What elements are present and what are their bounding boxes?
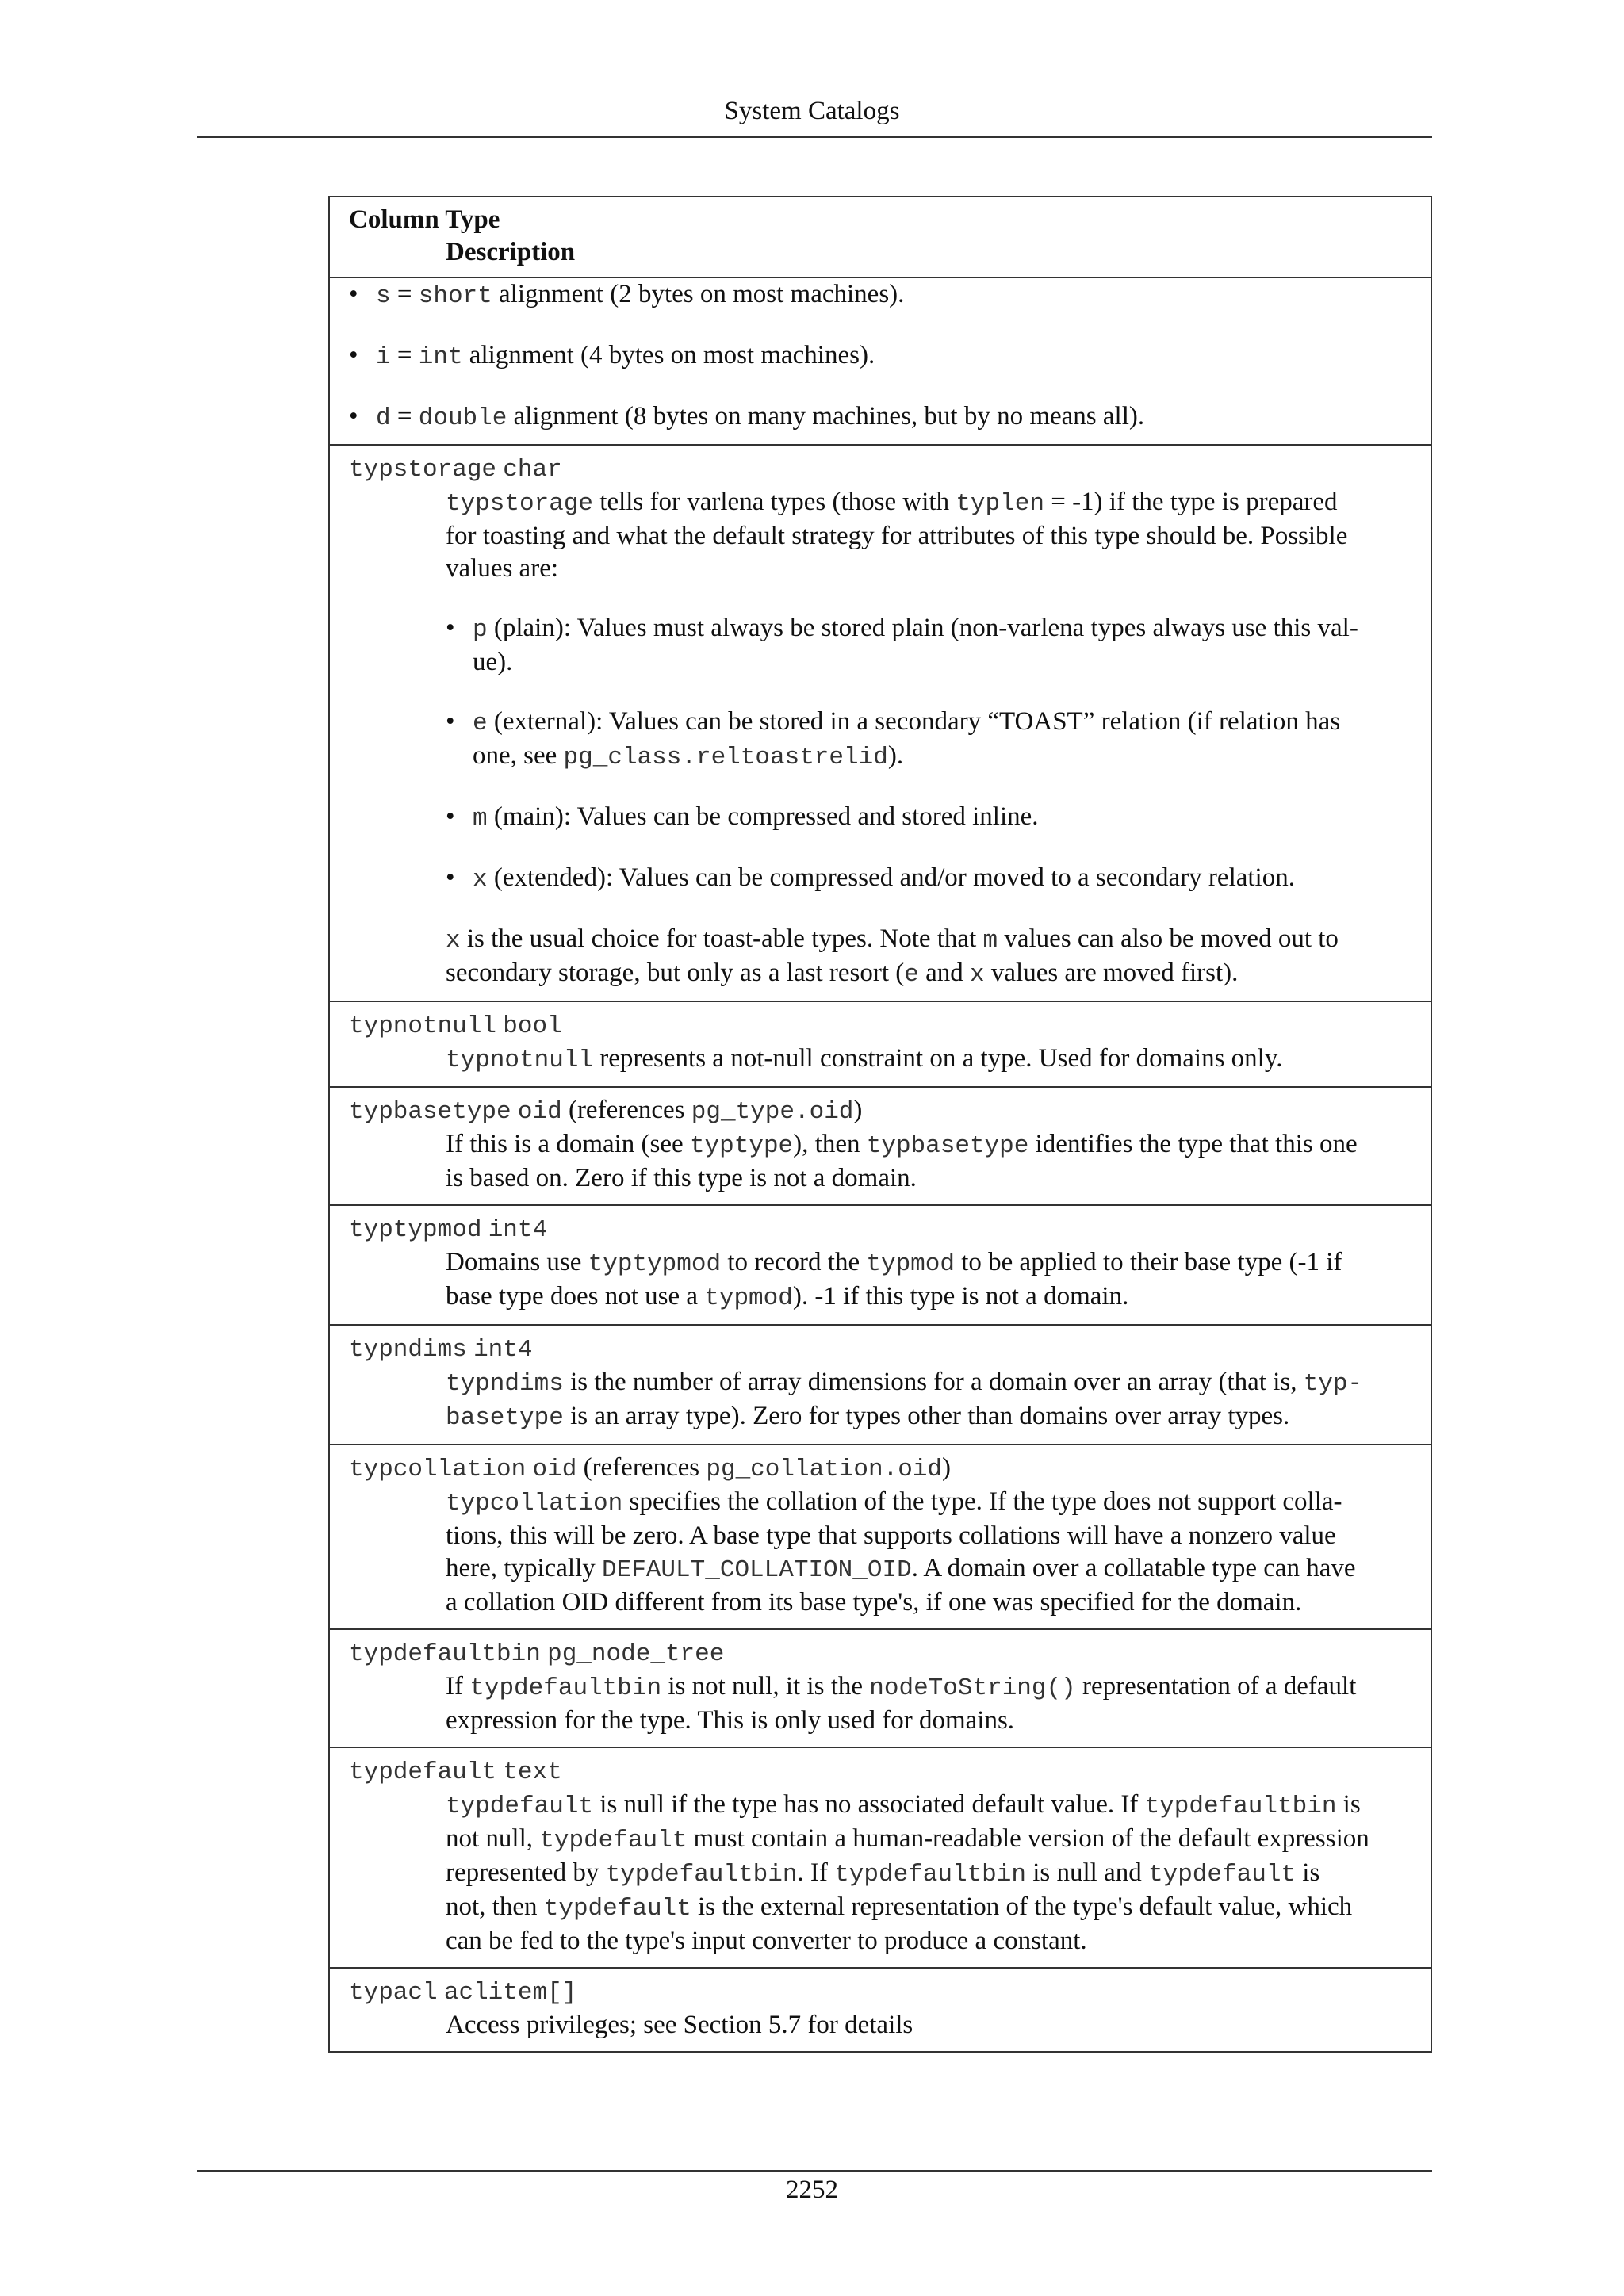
- page-header: System Catalogs: [724, 97, 900, 125]
- footer-rule: [197, 2170, 1432, 2172]
- table-row-typstorage: [330, 444, 1431, 1001]
- list-item: • d = double alignment (8 bytes on many machines, but by no means all).: [349, 400, 1423, 434]
- list-item: • e (external): Values can be stored in a secondary “TOAST” relation (if relation has one, see pg_class.reltoastrelid).: [446, 706, 1423, 774]
- list-item: • s = short alignment (2 bytes on most machines).: [349, 278, 1423, 312]
- column-description: typcollation specifies the collation of the type. If the type does not support colla- tions, this will be zero. A base type that supports collations will have a nonzero value here, typically DEFAULT_COLLATION_OID. A domain over a collatable type can have a collation OID different from its base type's, if one was specified for the domain.: [446, 1487, 1356, 1617]
- table-row-typacl: [330, 1967, 1431, 2051]
- list-item: • m (main): Values can be compressed and stored inline.: [446, 801, 1423, 835]
- column-signature: typdefaultbin pg_node_tree: [349, 1640, 725, 1668]
- column-signature: typstorage char: [349, 456, 562, 484]
- table-row-typnotnull: [330, 1001, 1431, 1086]
- alignment-list: [349, 278, 1423, 434]
- column-signature: typnotnull bool: [349, 1012, 562, 1040]
- column-signature: typacl aclitem[]: [349, 1979, 577, 2007]
- table-row-typdefault: [330, 1747, 1431, 1967]
- catalog-table: [328, 196, 1432, 2053]
- list-item: • p (plain): Values must always be stored plain (non-varlena types always use this val- ue).: [446, 612, 1423, 679]
- column-description: typndims is the number of array dimensions for a domain over an array (that is, typ- basetype is an array type). Zero for types other than domains over array types.: [446, 1368, 1363, 1432]
- column-description: typstorage tells for varlena types (those with typlen = -1) if the type is prepared for toasting and what the default strategy for attributes of this type should be. Possible values are: • p (plain): Values must always be stored plain (non-varlena types always use this val- ue). • e (external): Values can be stored in a secondary “TOAST” relation (if relation has one, see pg_class.reltoastrelid). • m (main): Values can be compressed and stored inline. • x (extended): Values can be compressed and/or moved to a secondary relation. x is the usual choice for toast-able types. Note that m values can also be moved out to secondary storage, but only as a last resort (e and x values are moved first).: [446, 486, 1423, 991]
- column-description: Access privileges; see Section 5.7 for details: [446, 2011, 914, 2039]
- column-signature: typdefault text: [349, 1758, 562, 1786]
- table-row-typalign-continued: [330, 277, 1431, 444]
- list-item: • i = int alignment (4 bytes on most machines).: [349, 339, 1423, 373]
- column-signature: typtypmod int4: [349, 1216, 548, 1244]
- table-row-typcollation: [330, 1444, 1431, 1628]
- table-row-typdefaultbin: [330, 1628, 1431, 1747]
- list-item: • x (extended): Values can be compressed and/or moved to a secondary relation.: [446, 862, 1423, 896]
- column-signature: typcollation oid (references pg_collation.oid): [349, 1453, 952, 1483]
- column-type-header: Column Type: [349, 205, 500, 234]
- storage-list: [446, 612, 1423, 896]
- column-description: If typdefaultbin is not null, it is the nodeToString() representation of a default expression for the type. This is only used for domains.: [446, 1672, 1357, 1735]
- column-signature: typbasetype oid (references pg_type.oid): [349, 1096, 863, 1126]
- table-row-typndims: [330, 1324, 1431, 1444]
- column-description: typdefault is null if the type has no associated default value. If typdefaultbin is not null, typdefault must contain a human-readable version of the default expression represented by typdefaultbin. If typdefaultbin is null and typdefault is not, then typdefault is the external representation of the type's default value, which can be fed to the type's input converter to produce a constant.: [446, 1790, 1369, 1955]
- table-row-typtypmod: [330, 1204, 1431, 1324]
- page-number: 2252: [786, 2175, 838, 2204]
- column-description: If this is a domain (see typtype), then typbasetype identifies the type that this one is based on. Zero if this type is not a domain.: [446, 1130, 1358, 1192]
- description-header: Description: [446, 238, 576, 266]
- column-description: Domains use typtypmod to record the typmod to be applied to their base type (-1 if base type does not use a typmod). -1 if this type is not a domain.: [446, 1248, 1342, 1312]
- column-description: typnotnull represents a not-null constraint on a type. Used for domains only.: [446, 1044, 1283, 1074]
- column-signature: typndims int4: [349, 1336, 533, 1364]
- header-rule: [197, 136, 1432, 138]
- table-row-typbasetype: [330, 1086, 1431, 1204]
- table-header-row: [330, 197, 1431, 277]
